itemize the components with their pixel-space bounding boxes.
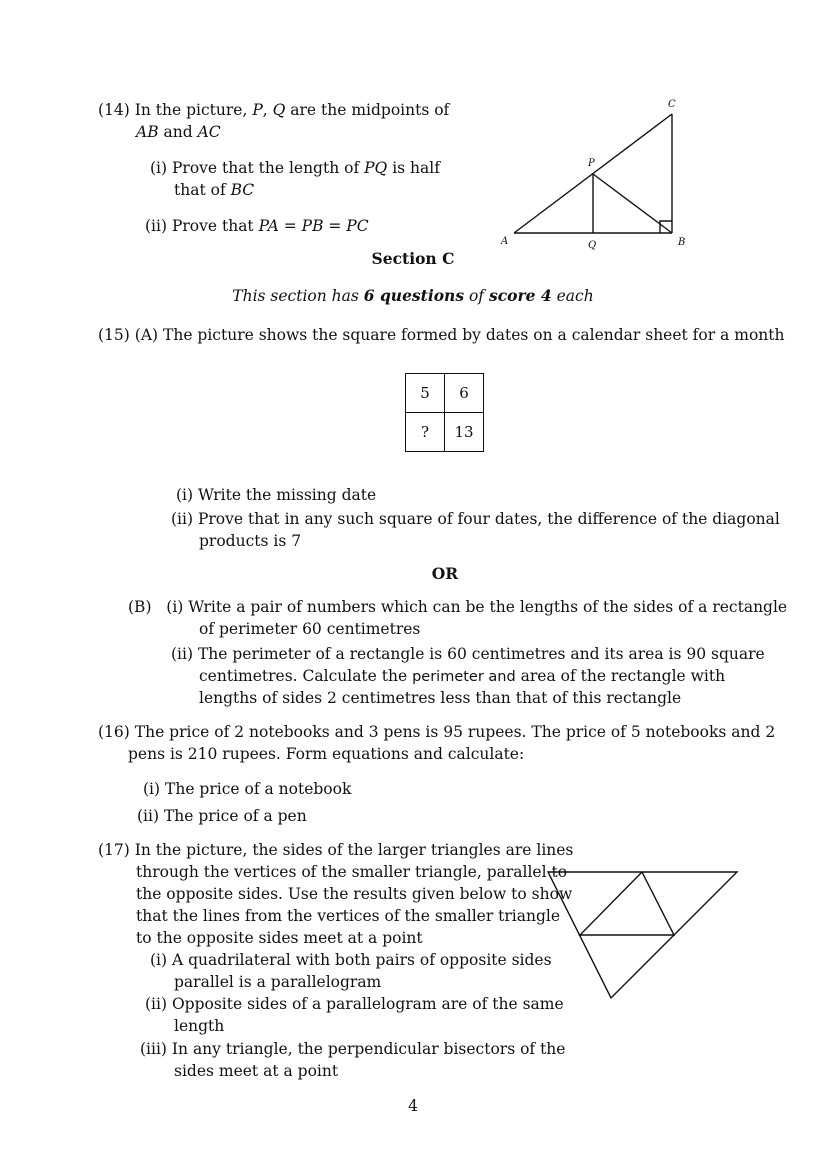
section-subtitle: This section has 6 questions of score 4 each <box>232 286 594 305</box>
q17-line-2: through the vertices of the smaller triangle, parallel to <box>136 863 568 881</box>
q14-part-i-line-2: that of BC <box>174 181 255 199</box>
q15-b-part-i-line-1: (B) (i) Write a pair of numbers which can be the lengths of the sides of a rectangle <box>128 598 788 616</box>
q15-b-part-ii-line-2: centimetres. Calculate the perimeter and area of the rectangle with <box>199 667 726 685</box>
q17-line-5: to the opposite sides meet at a point <box>136 929 423 947</box>
q16-part-i: (i) The price of a notebook <box>143 780 352 798</box>
q14-number: (14) <box>98 101 130 119</box>
section-title: Section C <box>371 249 455 268</box>
label-C: C <box>668 99 676 110</box>
q15-b-part-ii-line-3: lengths of sides 2 centimetres less than that of this rectangle <box>199 689 682 707</box>
q17-part-i-line-1: (i) A quadrilateral with both pairs of opposite sides <box>150 951 552 969</box>
q17-part-ii-line-2: length <box>174 1017 225 1035</box>
q15-a-part-ii-line-1: (ii) Prove that in any such square of four dates, the difference of the diagonal <box>171 510 780 528</box>
q17-number: (17) <box>98 841 130 859</box>
q14-part-i-line-1: (i) Prove that the length of PQ is half <box>150 159 440 177</box>
q15-b-part-ii-line-1: (ii) The perimeter of a rectangle is 60 centimetres and its area is 90 square <box>171 645 765 663</box>
label-B: B <box>678 237 686 248</box>
calendar-cell: 6 <box>445 374 484 413</box>
q17-part-iii-line-1: (iii) In any triangle, the perpendicular bisectors of the <box>140 1040 566 1058</box>
q16-part-ii: (ii) The price of a pen <box>137 807 307 825</box>
q17-line-4: that the lines from the vertices of the smaller triangle <box>136 907 561 925</box>
q17-part-i-line-2: parallel is a parallelogram <box>174 973 382 991</box>
q14-line-1: (14) In the picture, P, Q are the midpoints of <box>98 101 450 119</box>
label-Q: Q <box>588 240 597 251</box>
q17-part-iii-line-2: sides meet at a point <box>174 1062 339 1080</box>
q15-number: (15) <box>98 326 130 344</box>
label-A: A <box>501 236 509 247</box>
q16-line-2: pens is 210 rupees. Form equations and calculate: <box>128 745 525 763</box>
calendar-cell: 5 <box>406 374 445 413</box>
q16-number: (16) <box>98 723 130 741</box>
q14-line-2: AB and AC <box>136 123 221 141</box>
or-divider: OR <box>431 564 459 583</box>
q15-a-part-ii-line-2: products is 7 <box>199 532 302 550</box>
calendar-cell: ? <box>406 413 445 452</box>
q14-part-ii: (ii) Prove that PA = PB = PC <box>145 217 369 235</box>
page-number: 4 <box>408 1097 418 1115</box>
q17-part-ii-line-1: (ii) Opposite sides of a parallelogram are of the same <box>145 995 564 1013</box>
q15-a-part-i: (i) Write the missing date <box>176 486 377 504</box>
label-P: P <box>588 158 595 169</box>
smaller-triangle <box>580 872 674 935</box>
q17-line-1: (17) In the picture, the sides of the larger triangles are lines <box>98 841 574 859</box>
q15-a-line: (15) (A) The picture shows the square formed by dates on a calendar sheet for a month <box>98 326 785 344</box>
q17-line-3: the opposite sides. Use the results given below to show <box>136 885 573 903</box>
calendar-cell: 13 <box>445 413 484 452</box>
q15-b-part-i-line-2: of perimeter 60 centimetres <box>199 620 421 638</box>
q16-line-1: (16) The price of 2 notebooks and 3 pens is 95 rupees. The price of 5 notebooks and 2 <box>98 723 776 741</box>
